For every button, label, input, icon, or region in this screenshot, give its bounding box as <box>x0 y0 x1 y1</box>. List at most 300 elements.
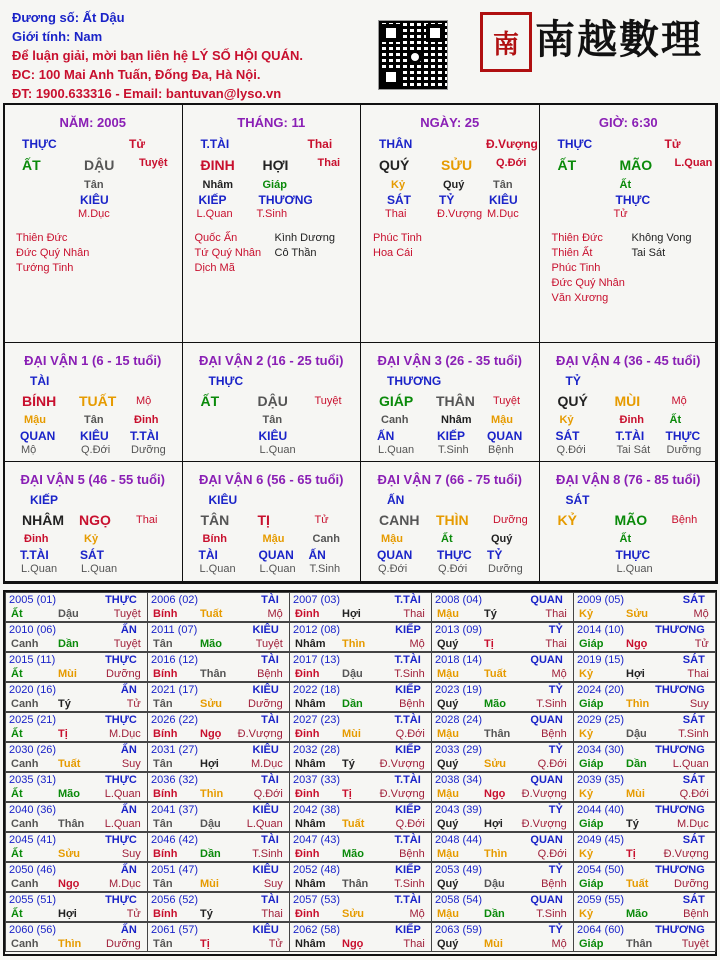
dai-van-title: ĐẠI VẬN 3 (26 - 35 tuổi) <box>377 353 522 368</box>
year-cell <box>431 622 574 652</box>
year-cell <box>289 832 432 862</box>
year-cell <box>431 592 574 622</box>
year-state: T.Sinh <box>252 848 283 860</box>
year-branch: Ngọ <box>484 788 506 800</box>
dai-van-branch: DẬU <box>257 393 288 409</box>
pillar-stem-branch: SỬU <box>441 157 473 173</box>
year-stem: Tân <box>153 938 173 950</box>
year-god: THỰC <box>105 714 137 726</box>
dai-van-cell <box>360 461 540 584</box>
dai-van-stem: KỶ <box>557 512 577 528</box>
year-stem: Kỷ <box>579 848 594 860</box>
year-cell <box>5 622 148 652</box>
year-cell <box>573 832 716 862</box>
year-stem: Canh <box>11 878 39 890</box>
year-cell <box>431 712 574 742</box>
year-branch: Thìn <box>58 938 82 950</box>
year-god: KIÊU <box>252 744 279 756</box>
hidden-state: Tử <box>613 208 628 220</box>
year-cell <box>431 742 574 772</box>
year-state: Đ.Vượng <box>237 728 283 740</box>
year-stem: Ất <box>11 668 23 680</box>
dai-van-hidden-state: Dưỡng <box>666 444 702 456</box>
year-state: Q.Đới <box>679 788 709 800</box>
dai-van-hidden-god: SÁT <box>80 548 104 562</box>
year-stem: Tân <box>153 878 173 890</box>
year-god: TÀI <box>261 894 279 906</box>
hidden-state: M.Dục <box>487 208 519 220</box>
year-label: 2059 (55) <box>577 894 625 906</box>
year-god: SÁT <box>682 894 705 906</box>
year-god: KIÊU <box>252 864 279 876</box>
year-label: 2049 (45) <box>577 834 625 846</box>
year-cell <box>5 652 148 682</box>
hidden-stem: Ất <box>619 179 632 191</box>
dai-van-hidden: Mậu <box>262 533 285 545</box>
year-branch: Thân <box>626 938 653 950</box>
dai-van-state: Mộ <box>136 395 152 407</box>
year-stem: Canh <box>11 638 39 650</box>
year-cell <box>147 592 290 622</box>
year-cell <box>147 772 290 802</box>
year-god: SÁT <box>682 594 705 606</box>
dai-van-branch: TUẤT <box>79 393 117 409</box>
year-branch: Dậu <box>200 818 221 830</box>
dai-van-hidden-state: Mộ <box>21 444 37 456</box>
year-god: ẤN <box>120 804 137 816</box>
contact-line: Để luận giải, mời bạn liên hệ LÝ SỐ HỘI QUÁN. <box>12 48 303 63</box>
dai-van-god: KIẾP <box>30 493 59 507</box>
dai-van-cell <box>3 461 183 584</box>
year-label: 2033 (29) <box>435 744 483 756</box>
year-state: Dưỡng <box>248 698 283 710</box>
pillar-stem-branch: HỢI <box>262 157 289 173</box>
year-branch: Thân <box>342 878 369 890</box>
dai-van-hidden-state: Q.Đới <box>438 563 468 575</box>
year-god: THƯƠNG <box>655 924 705 936</box>
year-stem: Tân <box>153 758 173 770</box>
year-branch: Mùi <box>58 668 77 680</box>
year-god: T.TÀI <box>394 834 421 846</box>
year-state: Dưỡng <box>106 668 141 680</box>
dai-van-hidden: Mậu <box>24 414 46 426</box>
year-stem: Kỷ <box>579 728 594 740</box>
year-label: 2040 (36) <box>9 804 57 816</box>
pillar-god: THỰC <box>557 137 593 151</box>
year-god: T.TÀI <box>394 714 421 726</box>
year-branch: Dần <box>626 758 647 770</box>
dai-van-hidden-god: QUAN <box>487 429 523 443</box>
year-label: 2012 (08) <box>293 624 341 636</box>
year-label: 2026 (22) <box>151 714 199 726</box>
year-cell <box>431 922 574 952</box>
dai-van-hidden-god: THỰC <box>615 548 651 562</box>
gender: Giới tính: Nam <box>12 29 103 44</box>
year-god: TỶ <box>548 864 563 876</box>
hidden-god: KIÊU <box>489 193 518 207</box>
dai-van-stem: NHÂM <box>22 512 64 528</box>
year-branch: Mão <box>626 908 648 920</box>
year-cell <box>289 802 432 832</box>
pillar-stem-branch: ẤT <box>557 157 577 173</box>
year-state: Mộ <box>409 908 425 920</box>
hidden-god: THƯƠNG <box>258 193 313 207</box>
dai-van-stem: CANH <box>379 512 420 528</box>
dai-van-hidden: Kỷ <box>559 414 574 426</box>
year-god: SÁT <box>682 654 705 666</box>
year-god: THƯƠNG <box>655 684 705 696</box>
year-state: T.Sinh <box>536 908 567 920</box>
year-cell <box>431 832 574 862</box>
dai-van-state: Tuyệt <box>314 395 342 407</box>
year-cell <box>573 922 716 952</box>
dai-van-state: Tử <box>314 514 329 526</box>
year-label: 2057 (53) <box>293 894 341 906</box>
star-label: Đức Quý Nhân <box>551 277 625 289</box>
year-branch: Thìn <box>484 848 508 860</box>
pillar-god: Tử <box>129 137 146 151</box>
year-god: T.TÀI <box>394 774 421 786</box>
year-label: 2013 (09) <box>435 624 483 636</box>
year-branch: Ngọ <box>342 938 364 950</box>
year-stem: Bính <box>153 908 178 920</box>
year-stem: Kỷ <box>579 908 594 920</box>
star-label: Thiên Ất <box>551 247 593 259</box>
dai-van-hidden-god: ẤN <box>377 429 395 443</box>
year-label: 2062 (58) <box>293 924 341 936</box>
hidden-state: T.Sinh <box>256 208 288 220</box>
year-state: Dưỡng <box>106 938 141 950</box>
dai-van-hidden-state: L.Quan <box>616 563 653 575</box>
dai-van-hidden-state: Q.Đới <box>81 444 111 456</box>
year-stem: Mậu <box>437 848 459 860</box>
year-state: Bệnh <box>399 848 425 860</box>
dai-van-god: SÁT <box>565 493 590 507</box>
header-info <box>12 8 382 103</box>
year-stem: Canh <box>11 758 39 770</box>
pillar-god: Tử <box>664 137 681 151</box>
dai-van-god: THƯƠNG <box>387 374 442 388</box>
dai-van-god: THỰC <box>208 374 244 388</box>
dai-van-cell <box>182 342 362 462</box>
year-branch: Sửu <box>58 848 81 860</box>
year-state: Bệnh <box>257 668 283 680</box>
year-stem: Nhâm <box>295 638 326 650</box>
dai-van-stem: ẤT <box>200 393 220 409</box>
year-god: KIẾP <box>395 684 421 696</box>
year-cell <box>289 922 432 952</box>
year-god: KIẾP <box>395 804 421 816</box>
dai-van-branch: THÂN <box>436 393 475 409</box>
dai-van-hidden: Đinh <box>619 414 644 426</box>
year-state: Thai <box>403 608 425 620</box>
year-state: L.Quan <box>104 818 141 830</box>
year-stem: Nhâm <box>295 938 326 950</box>
pillar-cell <box>360 103 540 343</box>
pillar-stem-branch: MÃO <box>619 157 653 173</box>
dai-van-hidden-state: L.Quan <box>259 563 296 575</box>
year-label: 2015 (11) <box>9 654 56 666</box>
year-label: 2021 (17) <box>151 684 199 696</box>
year-state: Q.Đới <box>395 818 425 830</box>
hidden-stem: Nhâm <box>202 179 234 191</box>
year-branch: Mùi <box>484 938 503 950</box>
hidden-stem: Tân <box>493 179 513 191</box>
year-branch: Sửu <box>484 758 507 770</box>
year-god: KIÊU <box>252 624 279 636</box>
pillar-cell <box>3 103 183 343</box>
year-branch: Sửu <box>626 608 649 620</box>
year-label: 2011 (07) <box>151 624 198 636</box>
dai-van-state: Dưỡng <box>493 514 528 526</box>
year-god: KIẾP <box>395 864 421 876</box>
dai-van-stem: GIÁP <box>379 393 414 409</box>
year-stem: Canh <box>11 938 39 950</box>
year-branch: Tý <box>58 698 71 710</box>
dai-van-hidden: Nhâm <box>441 414 472 426</box>
year-label: 2055 (51) <box>9 894 57 906</box>
year-god: TỶ <box>548 684 563 696</box>
year-god: TÀI <box>261 654 279 666</box>
star-label: Thiên Đức <box>551 232 603 244</box>
year-stem: Bính <box>153 668 178 680</box>
year-branch: Dậu <box>58 608 79 620</box>
year-stem: Nhâm <box>295 818 326 830</box>
year-label: 2052 (48) <box>293 864 341 876</box>
hidden-state: M.Dục <box>78 208 110 220</box>
year-branch: Mão <box>58 788 80 800</box>
dai-van-god: KIÊU <box>208 493 238 507</box>
dai-van-state: Bệnh <box>671 514 698 526</box>
dai-van-hidden-god: QUAN <box>20 429 56 443</box>
dai-van-hidden-god: TỶ <box>487 548 503 562</box>
dai-van-hidden-state: T.Sinh <box>309 563 341 575</box>
year-cell <box>431 652 574 682</box>
year-god: ẤN <box>120 624 137 636</box>
dai-van-title: ĐẠI VẬN 5 (46 - 55 tuổi) <box>20 472 165 487</box>
year-stem: Giáp <box>579 758 604 770</box>
year-branch: Tị <box>342 788 352 800</box>
year-stem: Quý <box>437 938 459 950</box>
year-branch: Tý <box>200 908 213 920</box>
dai-van-hidden-state: T.Sinh <box>438 444 469 456</box>
year-stem: Kỷ <box>579 788 594 800</box>
year-state: Tử <box>126 908 141 920</box>
year-stem: Nhâm <box>295 698 326 710</box>
year-state: L.Quan <box>672 758 709 770</box>
year-state: Thai <box>687 668 709 680</box>
hidden-god: SÁT <box>387 193 411 207</box>
year-state: Tuyệt <box>681 938 709 950</box>
year-god: QUAN <box>530 834 563 846</box>
year-cell <box>573 622 716 652</box>
phone-email-line: ĐT: 1900.633316 - Email: bantuvan@lyso.vn <box>12 86 282 101</box>
year-god: THƯƠNG <box>655 804 705 816</box>
year-label: 2048 (44) <box>435 834 483 846</box>
year-branch: Ngọ <box>200 728 222 740</box>
dai-van-hidden-god: KIẾP <box>437 429 466 443</box>
star-label: Phúc Tinh <box>551 262 601 274</box>
dai-van-branch: THÌN <box>436 512 469 528</box>
year-state: Q.Đới <box>537 848 567 860</box>
year-state: M.Dục <box>109 728 141 740</box>
year-label: 2064 (60) <box>577 924 625 936</box>
year-god: THƯƠNG <box>655 744 705 756</box>
dai-van-hidden-state: L.Quan <box>21 563 58 575</box>
year-branch: Hợi <box>626 668 645 680</box>
year-label: 2020 (16) <box>9 684 57 696</box>
year-cell <box>5 742 148 772</box>
year-state: Thai <box>403 938 425 950</box>
year-cell <box>431 892 574 922</box>
dai-van-branch: NGỌ <box>79 512 111 528</box>
star-label: Tai Sát <box>631 247 666 259</box>
year-state: T.Sinh <box>394 878 425 890</box>
pillar-god: THỰC <box>22 137 57 151</box>
year-state: T.Sinh <box>536 698 567 710</box>
dai-van-state: Tuyệt <box>493 395 521 407</box>
star-label: Kình Dương <box>274 232 335 244</box>
year-god: TỶ <box>548 804 563 816</box>
year-label: 2005 (01) <box>9 594 57 606</box>
star-label: Phúc Tinh <box>373 232 422 244</box>
year-label: 2008 (04) <box>435 594 483 606</box>
year-cell <box>5 772 148 802</box>
dai-van-hidden-state: Dưỡng <box>488 563 523 575</box>
year-label: 2039 (35) <box>577 774 625 786</box>
year-cell <box>147 682 290 712</box>
year-stem: Quý <box>437 818 459 830</box>
dai-van-hidden: Canh <box>312 533 340 545</box>
year-state: Tuyệt <box>113 608 141 620</box>
dai-van-stem: BÍNH <box>22 393 57 409</box>
year-cell <box>147 802 290 832</box>
year-branch: Tuất <box>58 758 81 770</box>
hidden-god: KIÊU <box>80 193 109 207</box>
pillar-god: T.TÀI <box>200 137 230 151</box>
year-god: QUAN <box>530 594 563 606</box>
year-god: TỶ <box>548 624 563 636</box>
star-label: Quốc Ấn <box>194 232 238 244</box>
year-state: Dưỡng <box>674 878 709 890</box>
year-label: 2060 (56) <box>9 924 57 936</box>
year-label: 2024 (20) <box>577 684 625 696</box>
year-cell <box>289 862 432 892</box>
year-god: ẤN <box>120 864 137 876</box>
year-label: 2009 (05) <box>577 594 625 606</box>
star-label: Không Vong <box>631 232 692 244</box>
year-cell <box>289 592 432 622</box>
dai-van-hidden-god: THỰC <box>437 548 472 562</box>
year-stem: Bính <box>153 608 178 620</box>
year-god: T.TÀI <box>394 594 421 606</box>
year-god: KIẾP <box>395 624 421 636</box>
year-god: THƯƠNG <box>655 624 705 636</box>
year-label: 2016 (12) <box>151 654 199 666</box>
year-state: T.Sinh <box>678 728 709 740</box>
year-label: 2027 (23) <box>293 714 341 726</box>
star-label: Thiên Đức <box>16 232 68 244</box>
year-label: 2018 (14) <box>435 654 483 666</box>
year-stem: Quý <box>437 638 459 650</box>
star-label: Dịch Mã <box>194 262 235 274</box>
year-state: Q.Đới <box>537 758 567 770</box>
dai-van-hidden-god: T.TÀI <box>20 548 49 562</box>
dai-van-cell <box>3 342 183 462</box>
dai-van-hidden: Mậu <box>491 414 513 426</box>
year-state: Đ.Vượng <box>663 848 709 860</box>
year-label: 2007 (03) <box>293 594 341 606</box>
year-state: Q.Đới <box>253 788 283 800</box>
year-branch: Mùi <box>626 788 645 800</box>
year-label: 2025 (21) <box>9 714 57 726</box>
year-branch: Thìn <box>626 698 650 710</box>
year-label: 2034 (30) <box>577 744 625 756</box>
pillar-stem-branch: Tuyệt <box>139 157 168 169</box>
year-branch: Tị <box>626 848 636 860</box>
dai-van-hidden-state: Bệnh <box>488 444 514 456</box>
year-state: Mộ <box>551 668 567 680</box>
year-stem: Ất <box>11 848 23 860</box>
year-cell <box>147 712 290 742</box>
dai-van-hidden-god: ẤN <box>308 548 326 562</box>
year-god: TÀI <box>261 594 279 606</box>
year-stem: Đinh <box>295 908 320 920</box>
pillar-god: Đ.Vượng <box>486 137 538 151</box>
year-state: Đ.Vượng <box>521 788 567 800</box>
year-cell <box>5 712 148 742</box>
year-branch: Thân <box>484 728 511 740</box>
year-branch: Tị <box>200 938 210 950</box>
year-branch: Tuất <box>484 668 507 680</box>
dai-van-hidden: Kỷ <box>84 533 99 545</box>
year-god: QUAN <box>530 894 563 906</box>
year-cell <box>431 772 574 802</box>
year-branch: Tý <box>626 818 639 830</box>
star-label: Tứ Quý Nhân <box>194 247 262 259</box>
year-label: 2023 (19) <box>435 684 483 696</box>
year-stem: Ất <box>11 908 23 920</box>
year-state: Bệnh <box>541 728 567 740</box>
dai-van-hidden-god: QUAN <box>377 548 413 562</box>
year-god: THỰC <box>105 834 137 846</box>
year-label: 2031 (27) <box>151 744 199 756</box>
hidden-god: THỰC <box>615 193 651 207</box>
dai-van-god: TỶ <box>565 374 581 388</box>
year-stem: Quý <box>437 698 459 710</box>
dai-van-hidden-state: L.Quan <box>378 444 415 456</box>
pillar-cell <box>539 103 719 343</box>
dai-van-branch: TỊ <box>257 512 270 528</box>
year-stem: Quý <box>437 878 459 890</box>
year-stem: Tân <box>153 638 173 650</box>
dai-van-hidden: Ất <box>669 414 682 426</box>
year-cell <box>289 772 432 802</box>
year-cell <box>147 742 290 772</box>
dai-van-hidden-state: Dưỡng <box>131 444 166 456</box>
dai-van-hidden: Đinh <box>24 533 49 545</box>
year-state: Suy <box>263 878 283 890</box>
year-stem: Giáp <box>579 938 604 950</box>
year-god: SÁT <box>682 834 705 846</box>
year-branch: Thân <box>200 668 227 680</box>
year-stem: Đinh <box>295 848 320 860</box>
year-branch: Hợi <box>342 608 361 620</box>
year-state: Đ.Vượng <box>379 758 425 770</box>
yearly-grid <box>3 590 717 956</box>
year-cell <box>147 862 290 892</box>
year-god: SÁT <box>682 714 705 726</box>
